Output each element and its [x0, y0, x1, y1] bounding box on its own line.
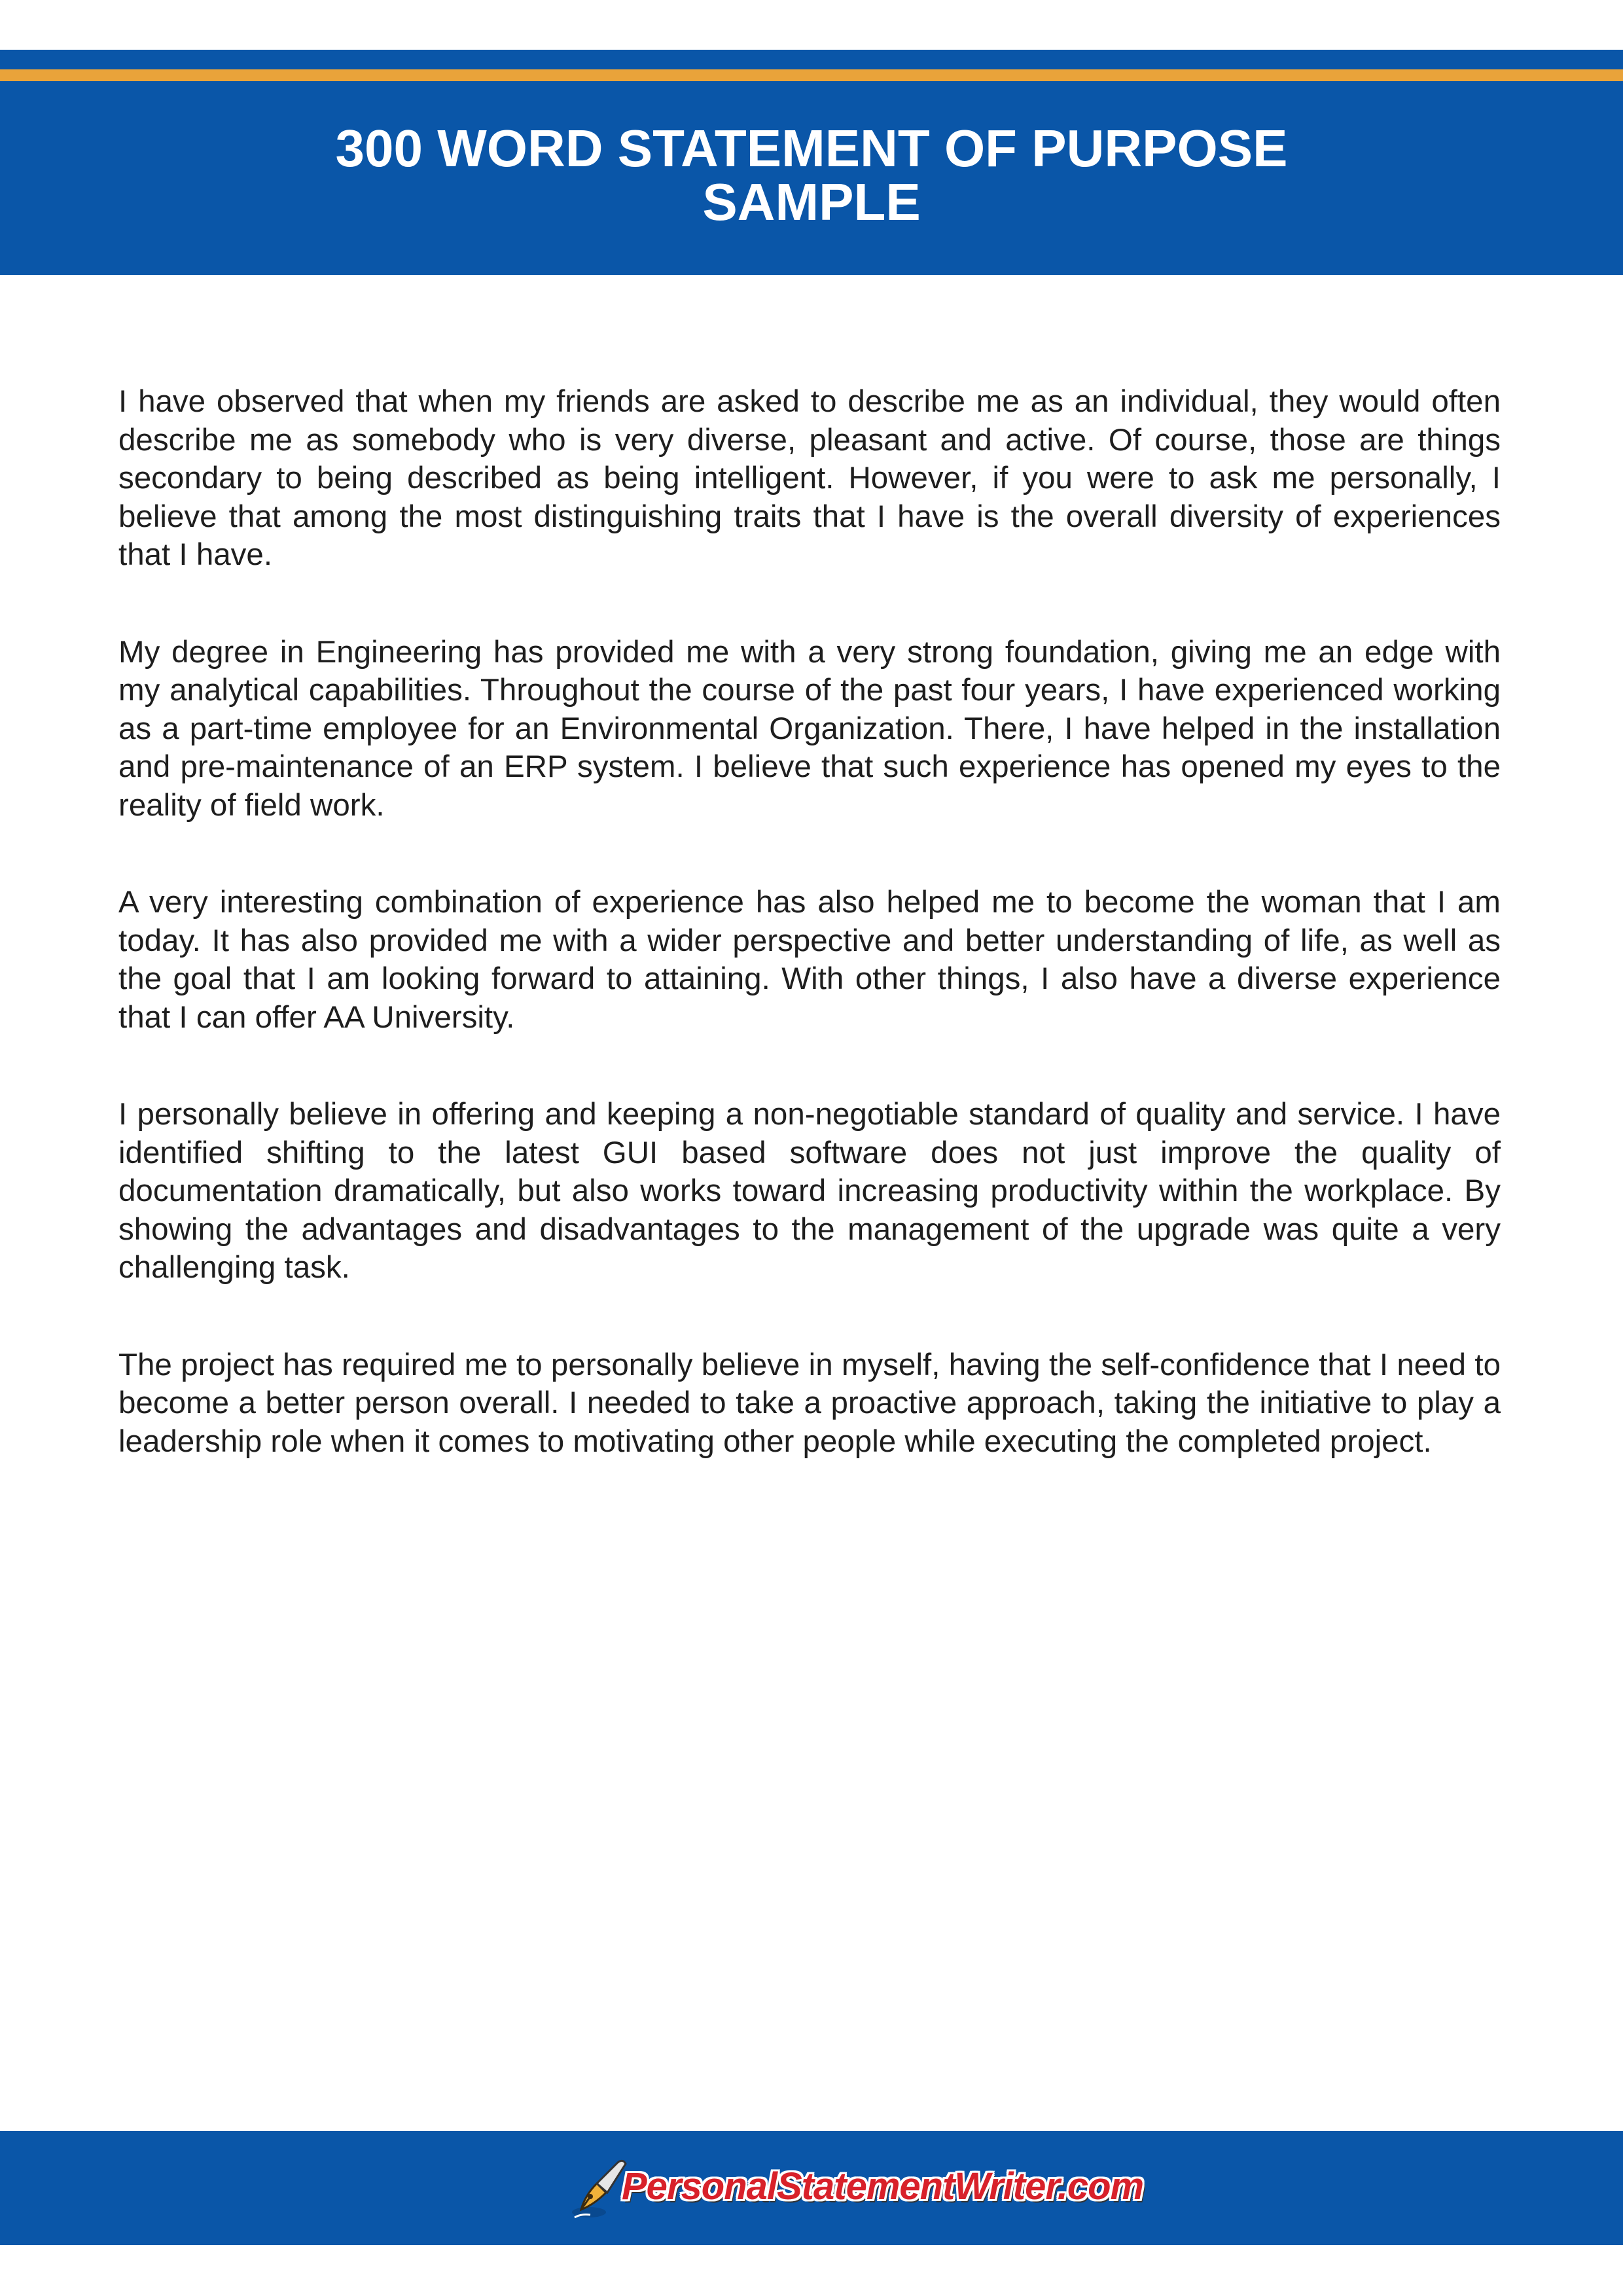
- paragraph-4: I personally believe in offering and keeping a non-negotiable standard of quality and service. I have identified shifting to the latest GUI based software does not just improve the quality of documentation dramatically, but also works toward increasing productivity within the workplace. By showing the advantages and disadvantages to the management of the upgrade was quite a very challenging task.: [118, 1097, 1501, 1285]
- header-accent-stripe: [0, 69, 1623, 81]
- page-title: [0, 119, 1623, 231]
- statement-body: [118, 383, 1501, 1520]
- page-title-line-1: 300 WORD STATEMENT OF PURPOSE: [335, 119, 1288, 177]
- paragraph-5: The project has required me to personally believe in myself, having the self-confidence that I need to become a better person overall. I needed to take a proactive approach, taking the initiative to play a leadership role when it comes to motivating other people while executing the completed project.: [118, 1347, 1501, 1459]
- paragraph-2: My degree in Engineering has provided me with a very strong foundation, giving me an edge with my analytical capabilities. Throughout the course of the past four years, I have experienced working as a part-time employee for an Environmental Organization. There, I have helped in the installation and pre-maintenance of an ERP system. I believe that such experience has opened my eyes to the reality of field work.: [118, 634, 1501, 823]
- header-band: [0, 50, 1623, 275]
- page-title-line-2: SAMPLE: [702, 173, 921, 231]
- logo-wordmark: PersonalStatementWriter.com: [622, 2165, 1144, 2208]
- site-logo[interactable]: [562, 2149, 1144, 2228]
- paragraph-3: A very interesting combination of experience has also helped me to become the woman that I am today. It has also provided me with a wider perspective and better understanding of life, as well as the goal that I am looking forward to attaining. With other things, I also have a diverse experience that I can offer AA University.: [118, 885, 1501, 1035]
- paragraph-1: I have observed that when my friends are asked to describe me as an individual, they would often describe me as somebody who is very diverse, pleasant and active. Of course, those are things secondary to being described as being intelligent. However, if you were to ask me personally, I believe that among the most distinguishing traits that I have is the overall diversity of experiences that I have.: [118, 384, 1501, 572]
- footer-band: [0, 2131, 1623, 2245]
